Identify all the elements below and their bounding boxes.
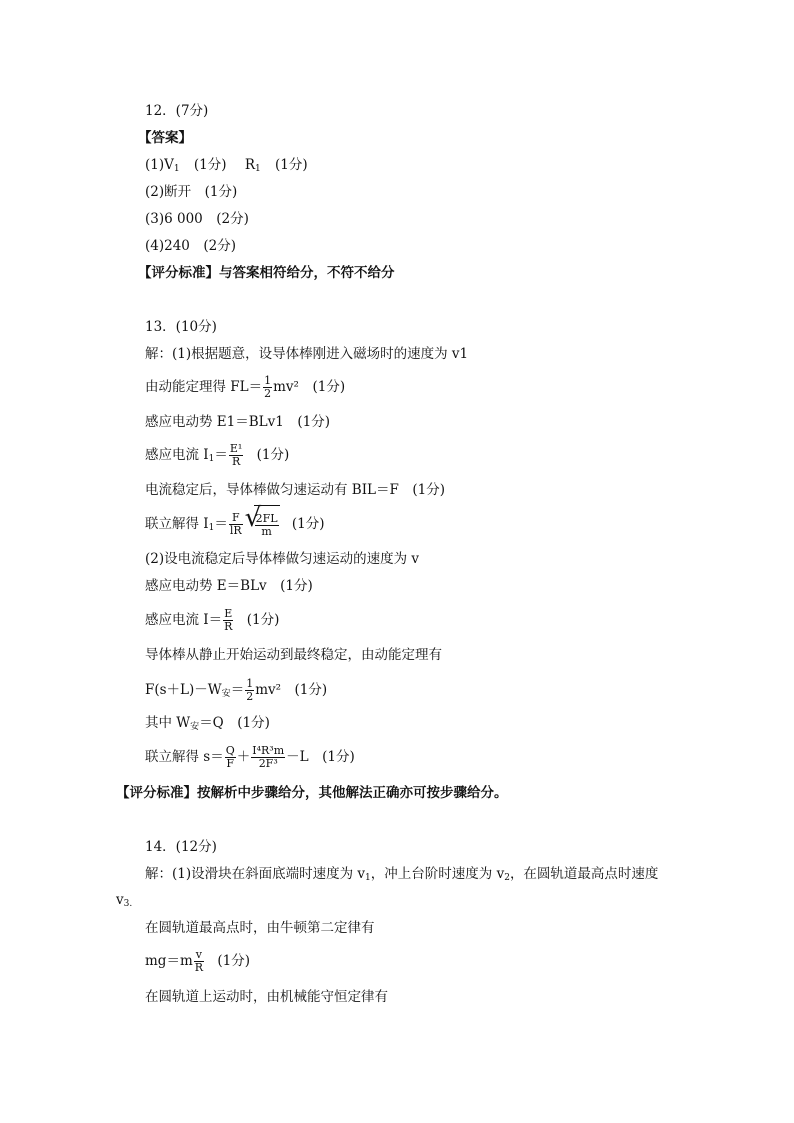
q13-l13-den2: 2F³ — [258, 757, 278, 770]
q13-l4-num: E¹ — [229, 442, 243, 455]
q13-l9-num: E — [224, 607, 233, 620]
q13-l11-eq: ＝ — [230, 682, 245, 698]
q13-l11-den: 2 — [246, 690, 254, 703]
q13-l13-post: －L (1分) — [286, 749, 355, 765]
q13-l9-score: (1分) — [246, 612, 280, 628]
q12-p1-sub: 1 — [173, 164, 180, 174]
q13-l2-post: mv² (1分) — [273, 379, 346, 395]
q14-l3-pre: mg＝m — [145, 953, 193, 969]
q13-scoring-standard: 【评分标准】按解析中步骤给分，其他解法正确亦可按步骤给分。 — [116, 785, 508, 801]
q13-l2-den: 2 — [264, 387, 272, 400]
q13-l6-num: F — [229, 512, 243, 525]
q13-l12-post: ＝Q (1分) — [199, 715, 270, 731]
q12-p1-score: (1分) — [193, 157, 227, 173]
q13-l4-sub: 1 — [208, 454, 215, 464]
q13-l6-fraction — [229, 512, 243, 537]
q12-answer-label: 【答案】 — [138, 130, 192, 146]
q13-l11-pre: F(s＋L)－W — [145, 682, 222, 698]
q12-part4: (4)240 (2分) — [145, 238, 237, 254]
q14-l1-c: ，在圆轨道最高点时速度 — [509, 866, 659, 882]
q14-l1-wrap-sub: 3. — [123, 899, 133, 909]
q14-l3-num: v — [194, 949, 204, 962]
q12-p1-r-sub: 1 — [255, 164, 261, 174]
q13-line6 — [145, 505, 325, 547]
q13-line1: 解：(1)根据题意，设导体棒刚进入磁场时的速度为 v1 — [145, 346, 469, 362]
q13-line3: 感应电动势 E1＝BLv1 (1分) — [145, 414, 330, 430]
q13-l4-fraction — [229, 443, 243, 468]
q14-line1-wrap — [116, 891, 132, 913]
q13-line7: (2)设电流稳定后导体棒做匀速运动的速度为 v — [145, 551, 420, 567]
q13-l2-fraction — [263, 375, 272, 400]
q14-l1-s2: 2 — [504, 873, 510, 883]
q13-l6-rad-num: 2FL — [255, 512, 278, 525]
q13-line13 — [145, 740, 355, 774]
q14-l3-score: (1分) — [217, 953, 250, 969]
q13-l4-eq: ＝ — [214, 447, 228, 463]
q13-l6-rad-den: m — [261, 525, 272, 538]
q12-heading: 12．(7分) — [145, 103, 209, 119]
q13-line8: 感应电动势 E＝BLv (1分) — [145, 578, 313, 594]
q12-part3: (3)6 000 (2分) — [145, 211, 249, 227]
q12-part2: (2)断开 (1分) — [145, 184, 238, 200]
q13-l6-pre: 联立解得 I — [145, 516, 209, 532]
q12-part1 — [145, 156, 308, 178]
q13-l13-fraction2 — [251, 745, 285, 770]
q14-l3-den: R — [194, 961, 204, 974]
q14-line3 — [145, 944, 250, 978]
q14-line1 — [145, 865, 658, 887]
q12-p1-r: R — [244, 157, 255, 173]
q13-l13-plus: ＋ — [236, 749, 251, 765]
q14-l3-fraction — [194, 949, 204, 974]
q13-l13-den1: F — [226, 757, 235, 770]
q13-line10: 导体棒从静止开始运动到最终稳定，由动能定理有 — [145, 647, 442, 663]
q13-l11-post: mv² (1分) — [255, 682, 328, 698]
q13-l9-den: R — [224, 620, 233, 633]
q13-l9-pre: 感应电流 I＝ — [145, 612, 223, 628]
q14-line4: 在圆轨道上运动时，由机械能守恒定律有 — [145, 989, 388, 1005]
q13-l2-pre: 由动能定理得 FL＝ — [145, 379, 263, 395]
q13-line11 — [145, 673, 327, 711]
q13-l6-den: lR — [229, 524, 242, 537]
q13-l4-score: (1分) — [256, 447, 290, 463]
q13-l2-num: 1 — [264, 374, 272, 387]
q13-l13-num2: I⁴R³m — [252, 744, 285, 757]
q14-line2: 在圆轨道最高点时，由牛顿第二定律有 — [145, 920, 375, 936]
q13-line2 — [145, 372, 345, 402]
q14-heading: 14．(12分) — [145, 839, 217, 855]
q13-l13-fraction1 — [225, 745, 236, 770]
q13-l9-fraction — [223, 608, 233, 633]
q13-l4-pre: 感应电流 I — [145, 447, 209, 463]
q13-l12-sub: 安 — [190, 722, 200, 732]
q13-l13-pre: 联立解得 s＝ — [145, 749, 224, 765]
q14-l1-a: 解：(1)设滑块在斜面底端时速度为 v — [145, 866, 366, 882]
q13-l6-score: (1分) — [291, 516, 325, 532]
q12-p1-text: (1)V — [145, 157, 174, 173]
q12-p1-r-score: (1分) — [275, 157, 308, 173]
q13-l6-eq: ＝ — [214, 516, 228, 532]
q13-heading: 13．(10分) — [145, 319, 217, 335]
q13-l11-num: 1 — [246, 677, 254, 690]
q13-line5: 电流稳定后，导体棒做匀速运动有 BIL＝F (1分) — [145, 482, 445, 498]
q13-line4 — [145, 438, 289, 476]
q13-l12-pre: 其中 W — [145, 715, 191, 731]
q13-line9 — [145, 603, 279, 637]
q14-l1-b: ，冲上台阶时速度为 v — [370, 866, 505, 882]
q13-l6-radical-sign: √ — [244, 503, 262, 533]
q13-l6-sqrt — [245, 505, 280, 544]
q14-l1-s1: 1 — [365, 873, 371, 883]
q13-l13-num1: Q — [225, 744, 235, 757]
q13-l6-sub: 1 — [208, 523, 215, 533]
q13-l11-fraction — [245, 678, 254, 703]
q13-line12 — [145, 714, 270, 736]
q13-l11-sub: 安 — [221, 689, 231, 699]
q14-l1-wrap: v — [116, 892, 124, 908]
q12-scoring-standard: 【评分标准】与答案相符给分，不符不给分 — [138, 265, 395, 281]
q13-l4-den: R — [231, 455, 241, 468]
